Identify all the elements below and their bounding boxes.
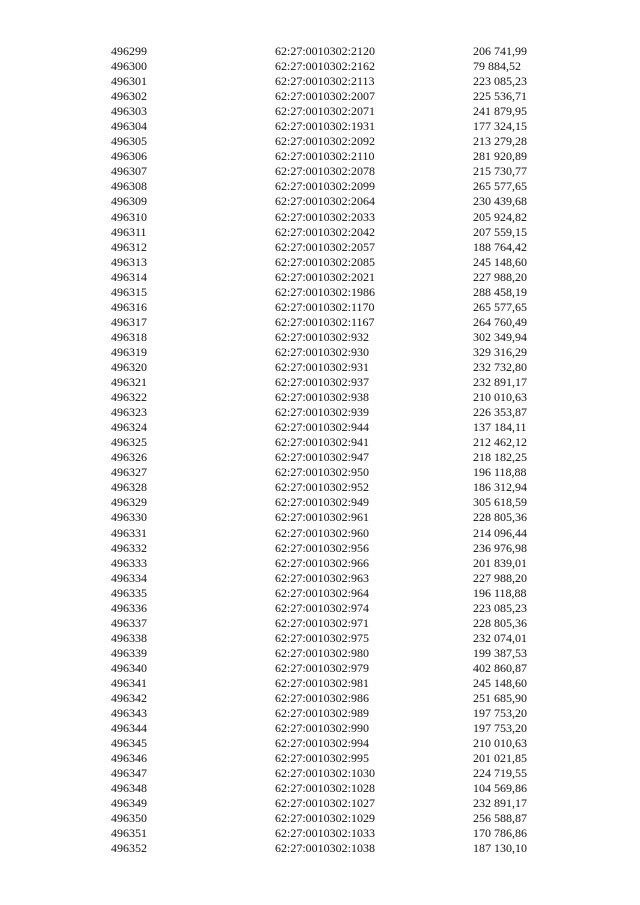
table-row: [0, 721, 640, 736]
table-row: [0, 691, 640, 706]
cadastral-number: 62:27:0010302:2113: [275, 74, 375, 89]
table-row: [0, 796, 640, 811]
value-amount: 210 010,63: [473, 736, 527, 751]
value-amount: 230 439,68: [473, 194, 527, 209]
value-amount: 188 764,42: [473, 239, 527, 254]
value-amount: 223 085,23: [473, 74, 527, 89]
row-number: 496333: [111, 555, 147, 570]
row-number: 496352: [111, 841, 147, 856]
value-amount: 206 741,99: [473, 44, 527, 58]
row-number: 496303: [111, 104, 147, 119]
value-amount: 245 148,60: [473, 254, 527, 269]
row-number: 496338: [111, 630, 147, 645]
table-row: [0, 646, 640, 661]
value-amount: 187 130,10: [473, 841, 527, 856]
cadastral-number: 62:27:0010302:2042: [275, 224, 376, 239]
table-row: [0, 601, 640, 616]
table-row: [0, 571, 640, 586]
table-row: [0, 345, 640, 360]
value-amount: 196 118,88: [473, 465, 527, 480]
table-row: [0, 541, 640, 556]
cadastral-number: 62:27:0010302:961: [275, 510, 370, 525]
value-amount: 264 760,49: [473, 314, 527, 329]
value-amount: 232 732,80: [473, 359, 527, 374]
table-row: [0, 255, 640, 270]
value-amount: 197 753,20: [473, 706, 527, 721]
value-amount: 201 839,01: [473, 555, 527, 570]
table-row: [0, 360, 640, 375]
cadastral-number: 62:27:0010302:2110: [275, 149, 375, 164]
value-amount: 288 458,19: [473, 284, 527, 299]
value-amount: 281 920,89: [473, 149, 527, 164]
value-amount: 245 148,60: [473, 675, 527, 690]
row-number: 496332: [111, 540, 147, 555]
cadastral-number: 62:27:0010302:939: [275, 405, 370, 420]
row-number: 496302: [111, 89, 147, 104]
cadastral-number: 62:27:0010302:981: [275, 675, 370, 690]
value-amount: 329 316,29: [473, 344, 527, 359]
value-amount: 265 577,65: [473, 179, 527, 194]
value-amount: 137 184,11: [473, 420, 527, 435]
row-number: 496343: [111, 706, 147, 721]
cadastral-number: 62:27:0010302:952: [275, 480, 370, 495]
cadastral-number: 62:27:0010302:938: [275, 390, 370, 405]
value-amount: 210 010,63: [473, 390, 527, 405]
cadastral-number: 62:27:0010302:1033: [275, 826, 376, 841]
value-amount: 104 569,86: [473, 781, 527, 796]
table-row: [0, 811, 640, 826]
table-row: [0, 706, 640, 721]
cadastral-number: 62:27:0010302:974: [275, 600, 370, 615]
value-amount: 213 279,28: [473, 134, 527, 149]
row-number: 496323: [111, 405, 147, 420]
value-amount: 177 324,15: [473, 119, 527, 134]
row-number: 496342: [111, 691, 147, 706]
table-row: [0, 751, 640, 766]
cadastral-number: 62:27:0010302:2033: [275, 209, 376, 224]
cadastral-number: 62:27:0010302:990: [275, 721, 370, 736]
value-amount: 232 891,17: [473, 796, 527, 811]
row-number: 496351: [111, 826, 147, 841]
row-number: 496329: [111, 495, 147, 510]
row-number: 496344: [111, 721, 147, 736]
row-number: 496301: [111, 74, 147, 89]
row-number: 496346: [111, 751, 147, 766]
row-number: 496328: [111, 480, 147, 495]
cadastral-number: 62:27:0010302:2007: [275, 89, 376, 104]
value-amount: 215 730,77: [473, 164, 527, 179]
row-number: 496341: [111, 675, 147, 690]
value-amount: 170 786,86: [473, 826, 527, 841]
table-row: [0, 390, 640, 405]
value-amount: 218 182,25: [473, 450, 527, 465]
cadastral-number: 62:27:0010302:995: [275, 751, 370, 766]
cadastral-number: 62:27:0010302:2092: [275, 134, 376, 149]
table-row: [0, 556, 640, 571]
table-row: [0, 89, 640, 104]
cadastral-number: 62:27:0010302:2085: [275, 254, 376, 269]
table-row: [0, 510, 640, 525]
cadastral-number: 62:27:0010302:2099: [275, 179, 376, 194]
table-row: [0, 375, 640, 390]
table-row: [0, 74, 640, 89]
table-row: [0, 736, 640, 751]
table-row: [0, 826, 640, 841]
value-amount: 232 074,01: [473, 630, 527, 645]
table-row: [0, 149, 640, 164]
cadastral-number: 62:27:0010302:966: [275, 555, 370, 570]
table-row: [0, 300, 640, 315]
value-amount: 228 805,36: [473, 510, 527, 525]
row-number: 496330: [111, 510, 147, 525]
cadastral-number: 62:27:0010302:994: [275, 736, 370, 751]
table-row: [0, 450, 640, 465]
cadastral-number: 62:27:0010302:944: [275, 420, 370, 435]
row-number: 496309: [111, 194, 147, 209]
value-amount: 199 387,53: [473, 645, 527, 660]
row-number: 496345: [111, 736, 147, 751]
row-number: 496311: [111, 224, 147, 239]
value-amount: 201 021,85: [473, 751, 527, 766]
cadastral-number: 62:27:0010302:956: [275, 540, 370, 555]
row-number: 496300: [111, 59, 147, 74]
cadastral-number: 62:27:0010302:937: [275, 375, 370, 390]
value-amount: 214 096,44: [473, 525, 527, 540]
cadastral-number: 62:27:0010302:1038: [275, 841, 376, 856]
row-number: 496347: [111, 766, 147, 781]
row-number: 496305: [111, 134, 147, 149]
value-amount: 265 577,65: [473, 299, 527, 314]
value-amount: 186 312,94: [473, 480, 527, 495]
cadastral-number: 62:27:0010302:989: [275, 706, 370, 721]
table-row: [0, 841, 640, 856]
value-amount: 207 559,15: [473, 224, 527, 239]
row-number: 496312: [111, 239, 147, 254]
value-amount: 197 753,20: [473, 721, 527, 736]
cadastral-number: 62:27:0010302:1029: [275, 811, 376, 826]
cadastral-number: 62:27:0010302:979: [275, 660, 370, 675]
value-amount: 223 085,23: [473, 600, 527, 615]
row-number: 496334: [111, 570, 147, 585]
table-row: [0, 104, 640, 119]
row-number: 496339: [111, 645, 147, 660]
value-amount: 241 879,95: [473, 104, 527, 119]
cadastral-number: 62:27:0010302:963: [275, 570, 370, 585]
cadastral-number: 62:27:0010302:1931: [275, 119, 376, 134]
row-number: 496317: [111, 314, 147, 329]
value-amount: 79 884,52: [473, 59, 521, 74]
row-number: 496318: [111, 329, 147, 344]
table-row: [0, 315, 640, 330]
row-number: 496304: [111, 119, 147, 134]
value-amount: 305 618,59: [473, 495, 527, 510]
cadastral-number: 62:27:0010302:2078: [275, 164, 376, 179]
row-number: 496337: [111, 615, 147, 630]
table-row: [0, 676, 640, 691]
table-row: [0, 586, 640, 601]
row-number: 496299: [111, 44, 147, 58]
table-row: [0, 616, 640, 631]
row-number: 496310: [111, 209, 147, 224]
row-number: 496340: [111, 660, 147, 675]
cadastral-number: 62:27:0010302:960: [275, 525, 370, 540]
cadastral-number: 62:27:0010302:986: [275, 691, 370, 706]
table-row: [0, 495, 640, 510]
table-row: [0, 781, 640, 796]
table-row: [0, 134, 640, 149]
table-row: [0, 44, 640, 59]
row-number: 496308: [111, 179, 147, 194]
table-row: [0, 59, 640, 74]
row-number: 496319: [111, 344, 147, 359]
cadastral-number: 62:27:0010302:2162: [275, 59, 376, 74]
table-row: [0, 240, 640, 255]
table-row: [0, 285, 640, 300]
cadastral-number: 62:27:0010302:931: [275, 359, 370, 374]
cadastral-number: 62:27:0010302:1167: [275, 314, 375, 329]
table-row: [0, 194, 640, 209]
row-number: 496348: [111, 781, 147, 796]
table-row: [0, 480, 640, 495]
document-table: [0, 44, 640, 857]
value-amount: 196 118,88: [473, 585, 527, 600]
value-amount: 402 860,87: [473, 660, 527, 675]
cadastral-number: 62:27:0010302:930: [275, 344, 370, 359]
row-number: 496307: [111, 164, 147, 179]
cadastral-number: 62:27:0010302:1986: [275, 284, 376, 299]
cadastral-number: 62:27:0010302:980: [275, 645, 370, 660]
table-row: [0, 164, 640, 179]
value-amount: 236 976,98: [473, 540, 527, 555]
row-number: 496326: [111, 450, 147, 465]
value-amount: 251 685,90: [473, 691, 527, 706]
table-row: [0, 526, 640, 541]
row-number: 496316: [111, 299, 147, 314]
table-row: [0, 330, 640, 345]
cadastral-number: 62:27:0010302:1030: [275, 766, 376, 781]
value-amount: 228 805,36: [473, 615, 527, 630]
table-row: [0, 119, 640, 134]
value-amount: 302 349,94: [473, 329, 527, 344]
cadastral-number: 62:27:0010302:2064: [275, 194, 376, 209]
value-amount: 256 588,87: [473, 811, 527, 826]
cadastral-number: 62:27:0010302:2021: [275, 269, 376, 284]
row-number: 496313: [111, 254, 147, 269]
cadastral-number: 62:27:0010302:1028: [275, 781, 376, 796]
table-row: [0, 661, 640, 676]
table-row: [0, 225, 640, 240]
row-number: 496320: [111, 359, 147, 374]
value-amount: 226 353,87: [473, 405, 527, 420]
cadastral-number: 62:27:0010302:932: [275, 329, 370, 344]
row-number: 496350: [111, 811, 147, 826]
row-number: 496306: [111, 149, 147, 164]
cadastral-number: 62:27:0010302:971: [275, 615, 370, 630]
value-amount: 227 988,20: [473, 570, 527, 585]
row-number: 496325: [111, 435, 147, 450]
table-row: [0, 270, 640, 285]
cadastral-number: 62:27:0010302:1170: [275, 299, 375, 314]
cadastral-number: 62:27:0010302:950: [275, 465, 370, 480]
table-row: [0, 465, 640, 480]
cadastral-number: 62:27:0010302:2057: [275, 239, 376, 254]
row-number: 496314: [111, 269, 147, 284]
cadastral-number: 62:27:0010302:941: [275, 435, 370, 450]
row-number: 496331: [111, 525, 147, 540]
value-amount: 224 719,55: [473, 766, 527, 781]
value-amount: 232 891,17: [473, 375, 527, 390]
table-row: [0, 405, 640, 420]
row-number: 496315: [111, 284, 147, 299]
table-row: [0, 179, 640, 194]
table-row: [0, 435, 640, 450]
cadastral-number: 62:27:0010302:964: [275, 585, 370, 600]
table-row: [0, 420, 640, 435]
cadastral-number: 62:27:0010302:949: [275, 495, 370, 510]
row-number: 496321: [111, 375, 147, 390]
row-number: 496324: [111, 420, 147, 435]
table-row: [0, 766, 640, 781]
row-number: 496349: [111, 796, 147, 811]
row-number: 496335: [111, 585, 147, 600]
value-amount: 227 988,20: [473, 269, 527, 284]
cadastral-number: 62:27:0010302:2120: [275, 44, 376, 58]
cadastral-number: 62:27:0010302:2071: [275, 104, 376, 119]
value-amount: 225 536,71: [473, 89, 527, 104]
row-number: 496327: [111, 465, 147, 480]
cadastral-number: 62:27:0010302:975: [275, 630, 370, 645]
cadastral-number: 62:27:0010302:947: [275, 450, 370, 465]
row-number: 496336: [111, 600, 147, 615]
table-row: [0, 631, 640, 646]
table-row: [0, 210, 640, 225]
value-amount: 212 462,12: [473, 435, 527, 450]
value-amount: 205 924,82: [473, 209, 527, 224]
cadastral-number: 62:27:0010302:1027: [275, 796, 376, 811]
row-number: 496322: [111, 390, 147, 405]
